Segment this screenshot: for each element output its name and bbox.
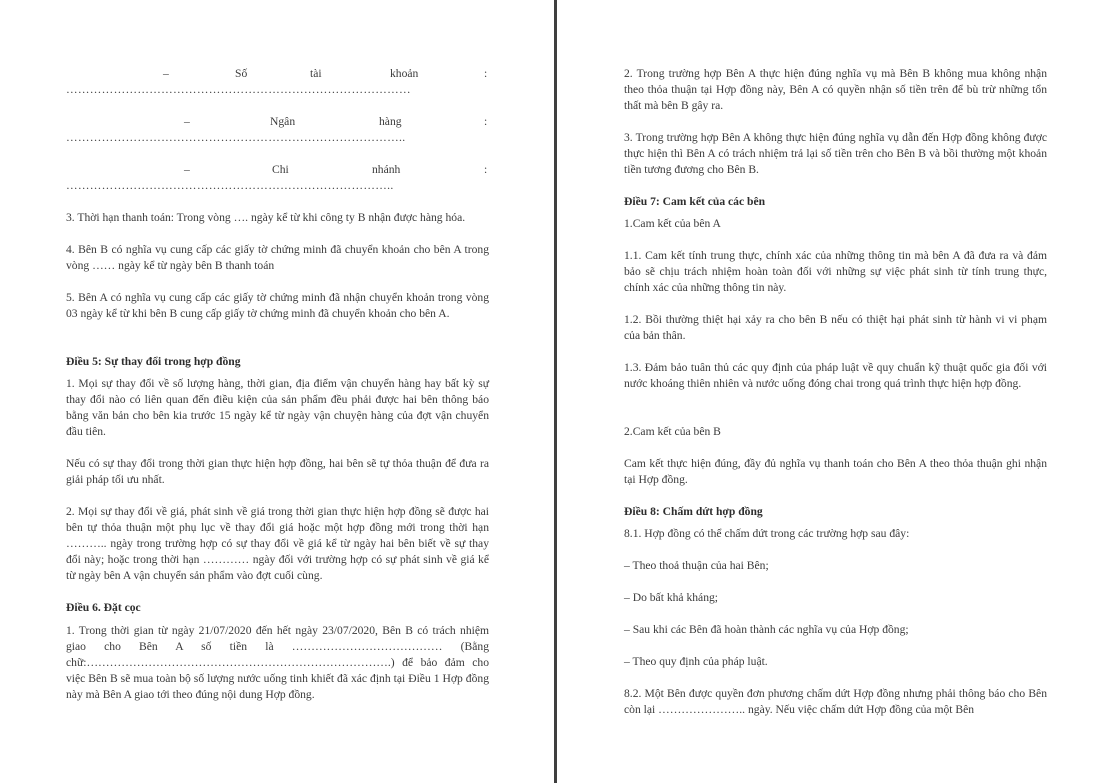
account-label-word: tài <box>310 67 322 80</box>
dash: – <box>184 163 190 176</box>
article-5-paragraph-2: 2. Mọi sự thay đổi về giá, phát sinh về giá trong thời gian thực hiện hợp đồng sẽ được hai bên tự thỏa thuận một phụ lục về thay đổi giá hoặc một hợp đồng mới trong thời hạn ……….. ngày trong trường hợp có sự thay đổi về giá kể từ ngày hai bên biết về sự thay đổi này; hoặc trong thời hạn ………… ngày đối với trường hợp có sự phát sinh về giá kể từ ngày bên A vận chuyển sản phẩm vào đợt cuối cùng. <box>66 505 489 582</box>
article-8-bullet-4: – Theo quy định của pháp luật. <box>624 655 768 668</box>
dash: – <box>184 115 190 128</box>
branch-label-word: nhánh <box>372 163 401 176</box>
account-label-word: Số <box>235 67 248 80</box>
colon: : <box>484 163 488 176</box>
article-7-paragraph-1-2: 1.2. Bồi thường thiệt hại xảy ra cho bên B nếu có thiệt hại phát sinh từ hành vi vi phạm của bản thân. <box>624 313 1047 342</box>
article-7-heading: Điều 7: Cam kết của các bên <box>624 195 766 208</box>
article-5-paragraph-1: 1. Mọi sự thay đổi về số lượng hàng, thời gian, địa điểm vận chuyển hàng hay bất kỳ sự thay đổi nào có liên quan đến điều kiện của sản phẩm đều phải được hai bên thông báo bằng văn bản cho bên kia trước 15 ngày kể từ ngày vận chuyện hàng của đợt vận chuyển đầu tiên. <box>66 377 489 438</box>
fill-in-dots: …………………………………………………………………………… <box>66 83 411 96</box>
fill-in-dots: ……………………………………………………………………….. <box>66 179 394 192</box>
article-7-paragraph-1-3: 1.3. Đảm bảo tuân thủ các quy định của pháp luật về quy chuẩn kỹ thuật quốc gia đối với nước khoáng thiên nhiên và nước uống đóng chai trong quá trình thực hiện hợp đồng. <box>624 361 1047 390</box>
party-a-documents-paragraph: 5. Bên A có nghĩa vụ cung cấp các giấy tờ chứng minh đã nhận chuyển khoản trong vòng 03 ngày kể từ khi bên B cung cấp giấy tờ chứng minh đã chuyển khoản cho bên A. <box>66 291 489 320</box>
article-7-subheading-1: 1.Cam kết của bên A <box>624 217 721 230</box>
article-6-paragraph-3: 3. Trong trường hợp Bên A không thực hiện đúng nghĩa vụ dẫn đến Hợp đồng không được thực hiện thì Bên A có trách nhiệm trả lại số tiền trên cho Bên B và bồi thường một khoản tiền tương đương cho Bên B. <box>624 131 1047 176</box>
bank-line <box>66 114 489 144</box>
colon: : <box>484 67 488 80</box>
article-7-paragraph-2: Cam kết thực hiện đúng, đầy đủ nghĩa vụ thanh toán cho Bên A theo thỏa thuận ghi nhận tại Hợp đồng. <box>624 457 1047 486</box>
party-b-documents-paragraph: 4. Bên B có nghĩa vụ cung cấp các giấy tờ chứng minh đã chuyển khoản cho bên A trong vòng …… ngày kể từ ngày bên B thanh toán <box>66 243 489 272</box>
article-7-subheading-2: 2.Cam kết của bên B <box>624 425 721 438</box>
document-page-left <box>0 0 554 783</box>
branch-label-word: Chi <box>272 163 289 176</box>
article-8-bullet-1: – Theo thoả thuận của hai Bên; <box>624 559 769 572</box>
article-6-heading: Điều 6. Đặt cọc <box>66 601 141 614</box>
article-6-paragraph-2: 2. Trong trường hợp Bên A thực hiện đúng nghĩa vụ mà Bên B không mua không nhận theo thỏa thuận tại Hợp đồng này, Bên A có quyền nhận số tiền trên để bù trừ những tổn thất mà bên B gây ra. <box>624 67 1047 112</box>
article-8-bullet-2: – Do bất khả kháng; <box>624 591 719 604</box>
payment-term-paragraph: 3. Thời hạn thanh toán: Trong vòng …. ngày kể từ khi công ty B nhận được hàng hóa. <box>66 211 466 224</box>
bank-label-word: hàng <box>379 115 402 128</box>
colon: : <box>484 115 488 128</box>
article-6-paragraph-1: 1. Trong thời gian từ ngày 21/07/2020 đến hết ngày 23/07/2020, Bên B có trách nhiệm giao cho Bên A số tiền là ………………………………… (Bằng chữ:…………………………………………………………………….) để bảo đảm cho việc Bên B sẽ mua toàn bộ số lượng nước uống tinh khiết đã xác định tại Điều 1 Hợp đồng này mà Bên A giao tới theo đúng nội dung Hợp đồng. <box>66 624 489 701</box>
fill-in-dots: ………………………………………………………………………….. <box>66 131 406 144</box>
bank-label-word: Ngân <box>270 115 296 128</box>
article-5-heading: Điều 5: Sự thay đổi trong hợp đồng <box>66 355 241 368</box>
article-8-heading: Điều 8: Chấm dứt hợp đồng <box>624 505 763 518</box>
branch-line <box>66 162 489 192</box>
article-8-paragraph-1: 8.1. Hợp đồng có thể chấm dứt trong các trường hợp sau đây: <box>624 527 910 540</box>
dash: – <box>163 67 169 80</box>
account-label-word: khoản <box>390 67 419 80</box>
article-7-paragraph-1-1: 1.1. Cam kết tính trung thực, chính xác của những thông tin mà bên A đã đưa ra và đảm bảo sẽ chịu trách nhiệm hoàn toàn đối với những sự việc phát sinh từ tính trung thực, chính xác của những thông tin này. <box>624 249 1047 294</box>
account-number-line <box>66 66 489 96</box>
article-8-paragraph-2: 8.2. Một Bên được quyền đơn phương chấm dứt Hợp đồng nhưng phải thông báo cho Bên còn lại ………………….. ngày. Nếu việc chấm dứt Hợp đồng của một Bên <box>624 687 1047 716</box>
article-5-paragraph-1b: Nếu có sự thay đổi trong thời gian thực hiện hợp đồng, hai bên sẽ tự thỏa thuận để đưa ra giải pháp tối ưu nhất. <box>66 457 489 486</box>
article-8-bullet-3: – Sau khi các Bên đã hoàn thành các nghĩa vụ của Hợp đồng; <box>624 623 909 636</box>
